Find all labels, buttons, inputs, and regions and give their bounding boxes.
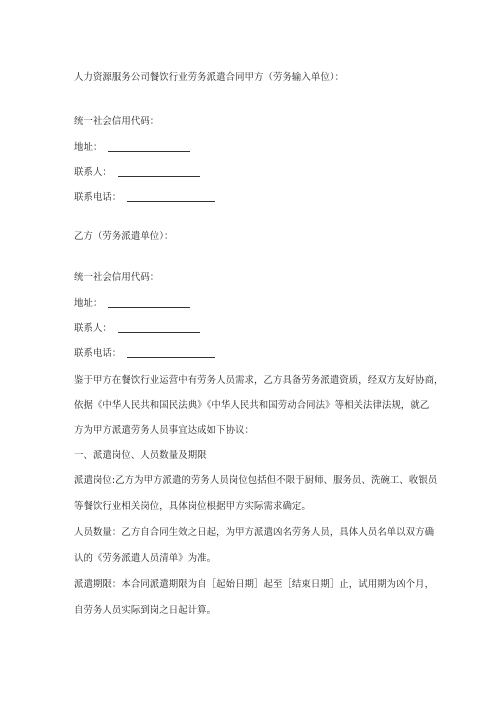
party-a-contact-row xyxy=(74,166,200,179)
position-clause-line: 派遣岗位:乙方为甲方派遣的劳务人员岗位包括但不限于厨师、服务员、洗碗工、收银员 xyxy=(74,475,438,486)
party-b-phone-row xyxy=(74,347,215,360)
party-b-contact-row xyxy=(74,322,200,335)
headcount-clause-line: 认的《劳务派遣人员清单》为准。 xyxy=(74,553,217,564)
preamble-line: 方为甲方派遣劳务人员事宜达成如下协议： xyxy=(74,425,255,436)
preamble-line: 鉴于甲方在餐饮行业运营中有劳务人员需求，乙方具备劳务派遣资质，经双方友好协商， xyxy=(74,375,444,386)
party-a-contact-label: 联系人： xyxy=(74,167,112,178)
party-a-phone-blank xyxy=(127,191,215,202)
position-clause-line: 等餐饮行业相关岗位，具体岗位根据甲方实际需求确定。 xyxy=(74,501,311,512)
headcount-clause-line: 人员数量：乙方自合同生效之日起，为甲方派遣凶名劳务人员，具体人员名单以双方确 xyxy=(74,527,435,538)
party-a-phone-label: 联系电话： xyxy=(74,192,122,203)
party-b-contact-label: 联系人： xyxy=(74,323,112,334)
party-b-heading: 乙方（劳务派遣单位）： xyxy=(74,231,174,242)
party-a-address-blank xyxy=(108,141,190,152)
section-1-heading: 一、派遣岗位、人员数量及期限 xyxy=(74,450,207,461)
party-a-contact-blank xyxy=(118,166,200,177)
party-b-address-blank xyxy=(108,297,190,308)
party-b-phone-label: 联系电话： xyxy=(74,348,122,359)
party-a-address-row xyxy=(74,141,190,154)
period-clause-line: 自劳务人员实际到岗之日起计算。 xyxy=(74,605,217,616)
party-b-address-row xyxy=(74,297,190,310)
document-title: 人力资源服务公司餐饮行业劳务派遣合同甲方（劳务输入单位）： xyxy=(74,72,345,83)
preamble-line: 依据《中华人民共和国民法典》《中华人民共和国劳动合同法》等相关法律法规，就乙 xyxy=(74,400,430,411)
party-b-credit-code-label: 统一社会信用代码： xyxy=(74,272,160,283)
party-a-phone-row xyxy=(74,191,215,204)
party-b-phone-blank xyxy=(127,347,215,358)
period-clause-line: 派遣期限：本合同派遣期限为自［起始日期］起至［结束日期］止，试用期为凶个月， xyxy=(74,579,435,590)
party-a-address-label: 地址： xyxy=(74,142,103,153)
party-a-credit-code-label: 统一社会信用代码： xyxy=(74,116,160,127)
party-b-address-label: 地址： xyxy=(74,298,103,309)
party-b-contact-blank xyxy=(118,322,200,333)
